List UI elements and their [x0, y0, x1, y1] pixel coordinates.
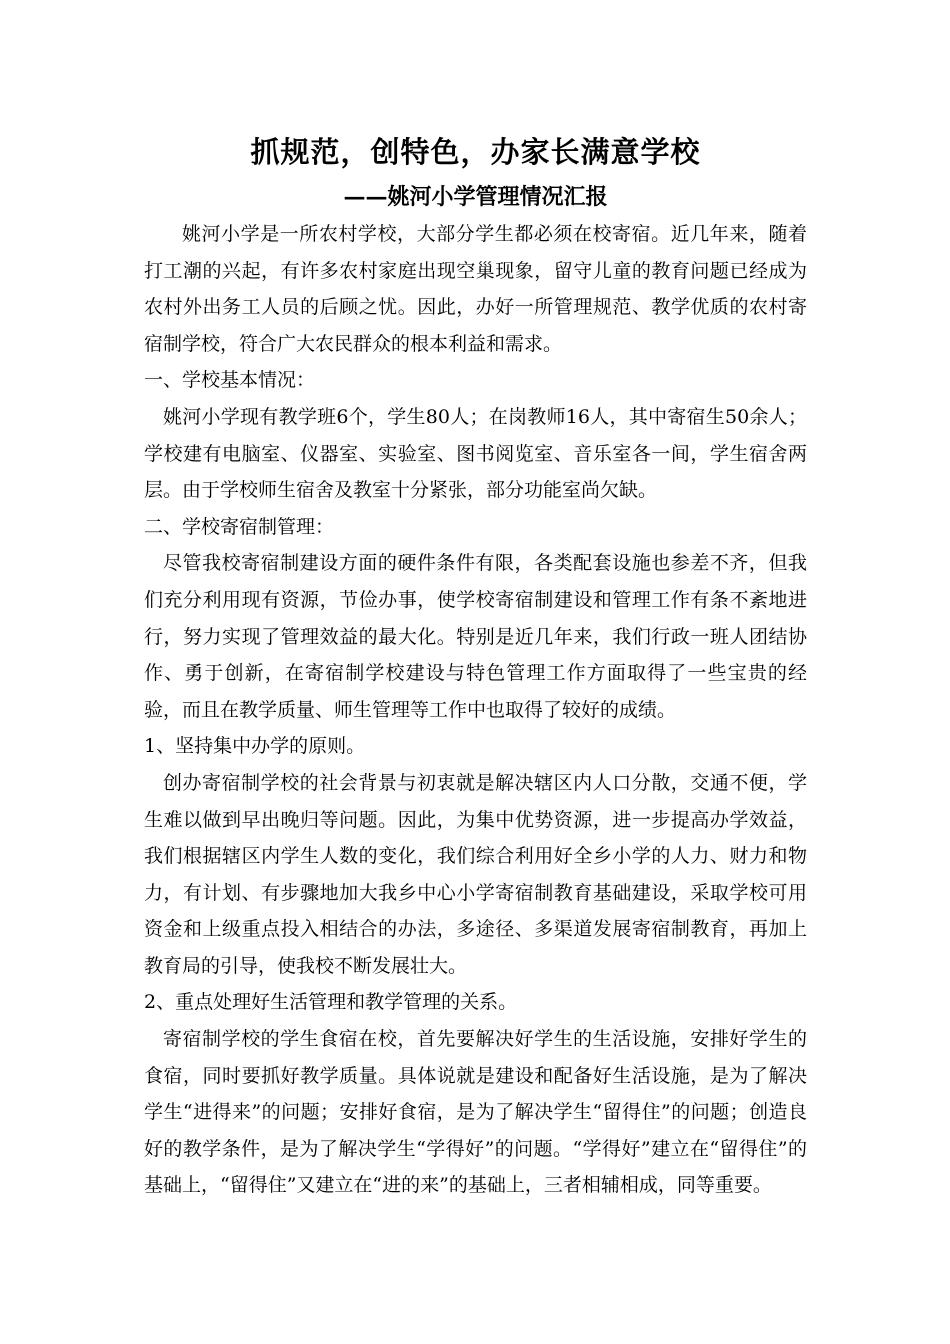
intro-paragraph: 姚河小学是一所农村学校，大部分学生都必须在校寄宿。近几年来，随着打工潮的兴起，有许多农村家庭出现空巢现象，留守儿童的教育问题已经成为农村外出务工人员的后顾之忧。因此，办好一所管理规范、教学优质的农村寄宿制学校，符合广大农民群众的根本利益和需求。 [144, 223, 807, 355]
subsection-heading-centralized-schooling: 1、坚持集中办学的原则。 [144, 735, 366, 758]
basic-info-paragraph: 姚河小学现有教学班6个，学生80人；在岗教师16人，其中寄宿生50余人；学校建有电脑室、仪器室、实验室、图书阅览室、音乐室各一间，学生宿舍两层。由于学校师生宿舍及教室十分紧张，部分功能室尚欠缺。 [144, 405, 807, 502]
life-teaching-management-paragraph: 寄宿制学校的学生食宿在校，首先要解决好学生的生活设施，安排好学生的食宿，同时要抓好教学质量。具体说就是建设和配备好生活设施，是为了解决学生“进得来”的问题；安排好食宿，是为了解决学生“留得住”的问题；创造良好的教学条件，是为了解决学生“学得好”的问题。“学得好”建立在“留得住”的基础上，“留得住”又建立在“进的来”的基础上，三者相辅相成，同等重要。 [144, 1028, 807, 1197]
document-page [144, 128, 807, 1204]
section-heading-boarding-management: 二、学校寄宿制管理： [144, 515, 335, 538]
section-heading-basic-info: 一、学校基本情况： [144, 369, 316, 392]
document-subtitle: ——姚河小学管理情况汇报 [343, 184, 608, 210]
boarding-management-paragraph: 尽管我校寄宿制建设方面的硬件条件有限，各类配套设施也参差不齐，但我们充分利用现有资源，节俭办事，使学校寄宿制建设和管理工作有条不紊地进行，努力实现了管理效益的最大化。特别是近几年来，我们行政一班人团结协作、勇于创新，在寄宿制学校建设与特色管理工作方面取得了一些宝贵的经验，而且在教学质量、师生管理等工作中也取得了较好的成绩。 [144, 552, 807, 721]
subsection-heading-life-teaching-management: 2、重点处理好生活管理和教学管理的关系。 [144, 991, 518, 1014]
document-title: 抓规范，创特色，办家长满意学校 [250, 135, 701, 169]
centralized-schooling-paragraph: 创办寄宿制学校的社会背景与初衷就是解决辖区内人口分散，交通不便，学生难以做到早出晚归等问题。因此，为集中优势资源，进一步提高办学效益，我们根据辖区内学生人数的变化，我们综合利用好全乡小学的人力、财力和物力，有计划、有步骤地加大我乡中心小学寄宿制教育基础建设，采取学校可用资金和上级重点投入相结合的办法，多途径、多渠道发展寄宿制教育，再加上教育局的引导，使我校不断发展壮大。 [144, 771, 807, 977]
